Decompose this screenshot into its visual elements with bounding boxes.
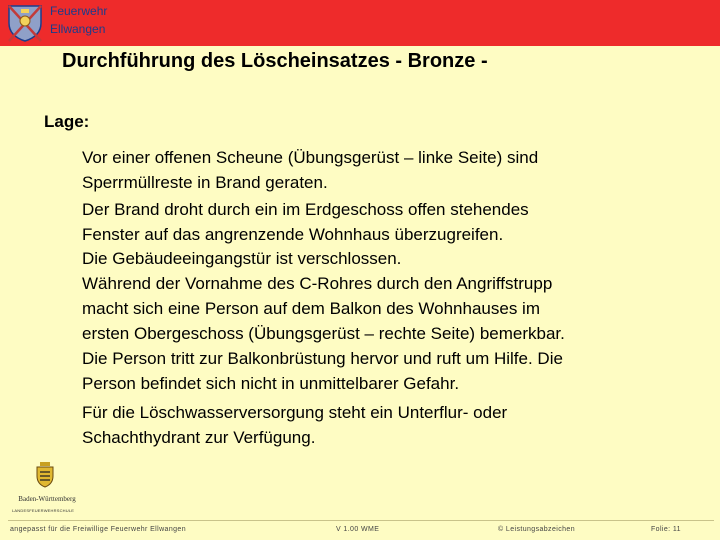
text-line: Der Brand droht durch ein im Erdgeschoss offen stehendes — [82, 200, 529, 219]
slide-title: Durchführung des Löscheinsatzes - Bronze - — [62, 50, 488, 72]
org-name-line1: Feuerwehr — [50, 4, 108, 18]
footer-divider — [8, 520, 714, 521]
text-line: Die Gebäudeeingangstür ist verschlossen. — [82, 249, 402, 268]
text-line: Vor einer offenen Scheune (Übungsgerüst – linke Seite) sind — [82, 148, 539, 167]
footer-copyright: © Leistungsabzeichen — [498, 526, 575, 533]
paragraph-fire-location — [82, 145, 702, 195]
baden-wuerttemberg-crest-icon — [34, 462, 56, 488]
state-name: Baden-Württemberg — [18, 495, 76, 503]
state-logo — [12, 462, 82, 514]
text-line: Schachthydrant zur Verfügung. — [82, 428, 316, 447]
paragraph-door-locked — [82, 246, 702, 271]
footer-adapted-note: angepasst für die Freiwillige Feuerwehr Ellwangen — [10, 526, 187, 533]
footer-page-number: Folie: 11 — [651, 526, 681, 533]
paragraph-person-balcony — [82, 271, 702, 396]
text-line: ersten Obergeschoss (Übungsgerüst – rechte Seite) bemerkbar. — [82, 324, 565, 343]
section-label-lage: Lage: — [44, 112, 90, 131]
paragraph-fire-spread — [82, 197, 702, 247]
text-line: Während der Vornahme des C-Rohres durch den Angriffstrupp — [82, 274, 553, 293]
text-line: macht sich eine Person auf dem Balkon des Wohnhauses im — [82, 299, 540, 318]
state-subline: LANDESFEUERWEHRSCHULE — [12, 508, 75, 513]
text-line: Die Person tritt zur Balkonbrüstung hervor und ruft um Hilfe. Die — [82, 349, 563, 368]
ellwangen-coat-of-arms-icon — [6, 3, 44, 43]
paragraph-water-supply — [82, 400, 702, 450]
text-line: Person befindet sich nicht in unmittelbarer Gefahr. — [82, 374, 460, 393]
text-line: Sperrmüllreste in Brand geraten. — [82, 173, 328, 192]
org-name-line2: Ellwangen — [50, 22, 106, 36]
header-bar — [0, 0, 720, 46]
text-line: Für die Löschwasserversorgung steht ein Unterflur- oder — [82, 403, 508, 422]
footer-version: V 1.00 WME — [336, 526, 380, 533]
text-line: Fenster auf das angrenzende Wohnhaus überzugreifen. — [82, 225, 504, 244]
